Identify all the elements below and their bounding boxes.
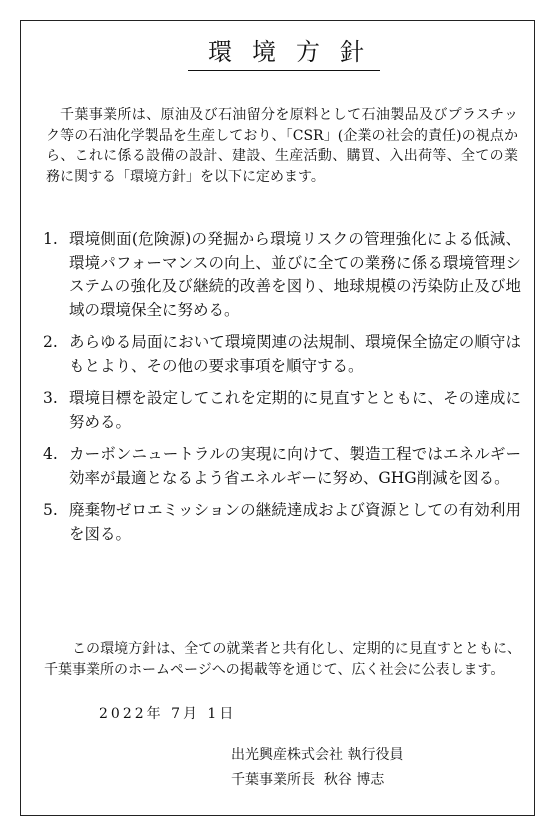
- policy-item-1: [43, 228, 521, 322]
- policy-document: [20, 20, 535, 816]
- policy-item-4: [43, 443, 521, 490]
- intro-paragraph: 千葉事業所は、原油及び石油留分を原料として石油製品及びプラスチック等の石油化学製品を生産しており、「CSR」(企業の社会的責任)の視点から、これに係る設備の設計、建設、生産活動、購買、入出荷等、全ての業務に関する「環境方針」を以下に定めます。: [46, 107, 518, 185]
- policy-text: あらゆる局面において環境関連の法規制、環境保全協定の順守はもとより、その他の要求事項を順守する。: [69, 333, 521, 375]
- policy-number: 4.: [43, 445, 58, 463]
- title-underline: [188, 70, 380, 71]
- policy-number: 3.: [43, 389, 58, 407]
- issue-date: 2022年 7月 1日: [99, 706, 237, 722]
- signature-organization: 出光興産株式会社 執行役員: [231, 747, 404, 763]
- policy-number: 5.: [43, 501, 58, 519]
- policy-text: カーボンニュートラルの実現に向けて、製造工程ではエネルギー効率が最適となるよう省エネルギーに努め、GHG削減を図る。: [69, 445, 521, 487]
- document-title: 環境方針: [208, 38, 384, 66]
- policy-text: 環境目標を設定してこれを定期的に見直すとともに、その達成に努める。: [69, 389, 521, 431]
- closing-paragraph: この環境方針は、全ての就業者と共有化し、定期的に見直すとともに、千葉事業所のホームページへの掲載等を通じて、広く社会に公表します。: [44, 641, 521, 678]
- policy-item-2: [43, 331, 521, 378]
- policy-list: [43, 228, 521, 555]
- policy-item-5: [43, 499, 521, 546]
- policy-item-3: [43, 387, 521, 434]
- policy-text: 環境側面(危険源)の発掘から環境リスクの管理強化による低減、環境パフォーマンスの向上、並びに全ての業務に係る環境管理システムの強化及び継続的改善を図り、地球規模の汚染防止及び地域の環境保全に努める。: [69, 230, 521, 319]
- signature-name: 千葉事業所長 秋谷 博志: [231, 772, 385, 788]
- policy-number: 2.: [43, 333, 58, 351]
- policy-text: 廃棄物ゼロエミッションの継続達成および資源としての有効利用を図る。: [69, 501, 521, 543]
- policy-number: 1.: [43, 230, 58, 248]
